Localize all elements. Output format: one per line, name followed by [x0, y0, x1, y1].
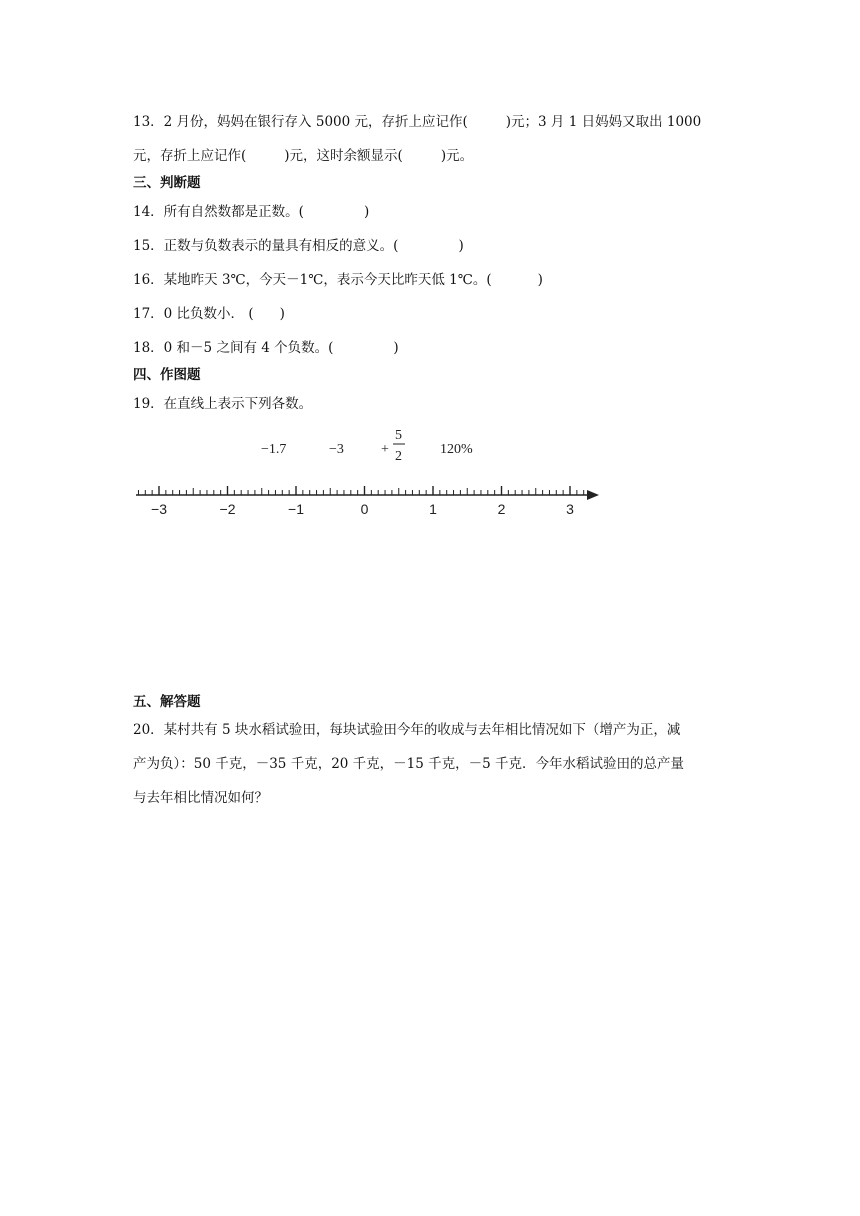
- axis-tick-label: −3: [151, 501, 167, 517]
- axis-tick-label: −1: [288, 501, 304, 517]
- value-plus-sign: +: [381, 442, 389, 457]
- question-16-text: 16．某地昨天 3℃，今天－1℃，表示今天比昨天低 1℃。(: [133, 272, 492, 288]
- axis-tick-label: 1: [429, 501, 437, 517]
- question-20-line-2: 产为负）：50 千克，－35 千克，20 千克，－15 千克，－5 千克．今年水稻试验田的总产量: [133, 756, 685, 772]
- question-16-close: ): [537, 272, 543, 288]
- value-minus-1-7: −1.7: [261, 442, 287, 457]
- value-120-percent: 120%: [440, 442, 473, 457]
- question-13-text-d: )元，这时余额显示(: [284, 148, 403, 164]
- axis-tick-label: 2: [497, 501, 506, 517]
- question-13-line-1: [133, 113, 701, 131]
- value-minus-3: −3: [329, 442, 344, 457]
- question-20-line-1: 20．某村共有 5 块水稻试验田，每块试验田今年的收成与去年相比情况如下（增产为正，减: [133, 722, 681, 738]
- question-15-close: ): [458, 238, 464, 254]
- question-15: [133, 237, 464, 255]
- section-3-title: 三、判断题: [133, 175, 201, 191]
- question-19: 19．在直线上表示下列各数。: [133, 396, 313, 412]
- axis-arrow: [587, 490, 599, 500]
- question-18-close: ): [393, 340, 399, 356]
- question-15-text: 15．正数与负数表示的量具有相反的意义。(: [133, 238, 399, 254]
- axis-tick-label: 0: [360, 501, 369, 517]
- question-20-line-3: 与去年相比情况如何？: [133, 790, 268, 806]
- number-line-axis: [136, 490, 599, 500]
- section-5-title: 五、解答题: [133, 694, 201, 710]
- question-17: [133, 305, 285, 323]
- fraction-denominator: 2: [395, 449, 402, 464]
- question-13-text-c: 元，存折上应记作(: [133, 148, 247, 164]
- section-4-title: 四、作图题: [133, 367, 201, 383]
- question-18: [133, 339, 399, 357]
- axis-tick-label: −2: [219, 501, 236, 517]
- question-18-text: 18．0 和－5 之间有 4 个负数。(: [133, 340, 334, 356]
- fraction-numerator: 5: [395, 428, 402, 443]
- question-14-close: ): [363, 204, 370, 220]
- question-13-text-b: )元；3 月 1 日妈妈又取出 1000: [505, 114, 702, 130]
- question-13-line-2: [133, 147, 473, 165]
- question-13-text-e: )元。: [440, 148, 474, 164]
- question-14: [133, 203, 369, 221]
- question-14-text: 14．所有自然数都是正数。(: [133, 204, 304, 220]
- number-line-figure: [133, 420, 603, 520]
- question-17-text: 17．0 比负数小． (: [133, 306, 254, 322]
- question-17-close: ): [279, 306, 285, 322]
- axis-tick-label: 3: [566, 501, 574, 517]
- question-16: [133, 271, 543, 289]
- question-13-text-a: 13．2 月份，妈妈在银行存入 5000 元，存折上应记作(: [133, 114, 468, 130]
